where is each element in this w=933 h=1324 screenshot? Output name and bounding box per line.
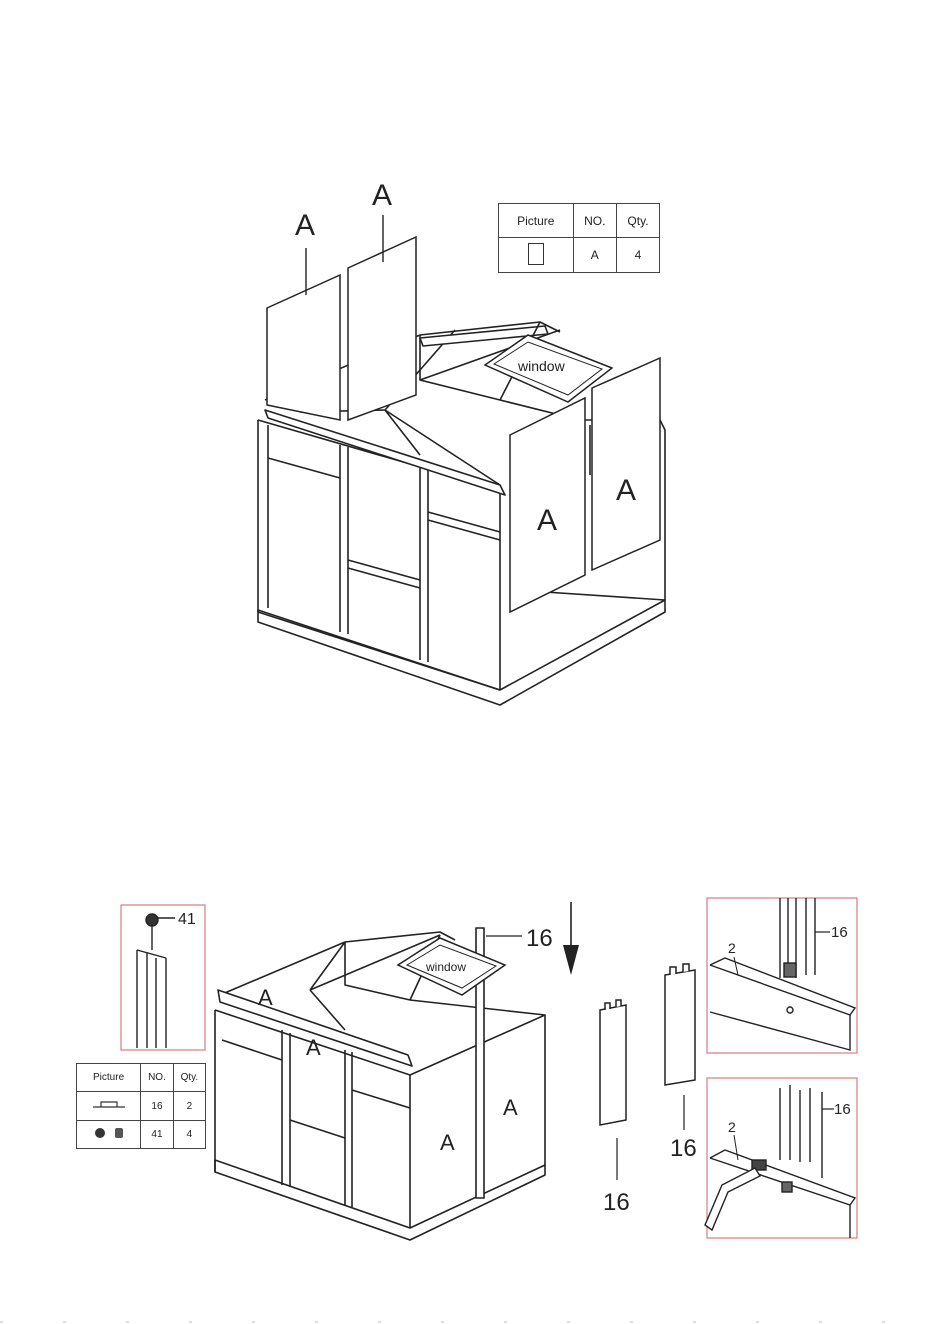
label-a-5: A xyxy=(258,985,273,1010)
label-window-2: window xyxy=(426,960,467,974)
label-a-1: A xyxy=(295,209,316,242)
label-a-3: A xyxy=(537,504,558,537)
label-a-8: A xyxy=(503,1095,518,1120)
parts-table-step2 xyxy=(76,1063,206,1149)
header-no: NO. xyxy=(573,204,616,238)
connector-icon xyxy=(77,1092,141,1121)
part-16-right xyxy=(665,970,695,1085)
panel-a-2 xyxy=(348,237,416,420)
label-2-b: 2 xyxy=(728,1119,736,1135)
panel-icon xyxy=(499,238,574,273)
label-a-7: A xyxy=(440,1130,455,1155)
arrow-down-icon xyxy=(563,902,579,975)
part-no: A xyxy=(573,238,616,273)
part-no: 16 xyxy=(141,1092,174,1121)
label-16-a: 16 xyxy=(526,925,553,952)
label-16-c: 16 xyxy=(670,1135,697,1162)
part-qty: 2 xyxy=(173,1092,205,1121)
header-qty: Qty. xyxy=(616,204,659,238)
label-41: 41 xyxy=(178,911,196,928)
header-picture: Picture xyxy=(77,1064,141,1092)
detail-box-profile-top xyxy=(707,898,857,1053)
label-16-b: 16 xyxy=(603,1189,630,1216)
part-qty: 4 xyxy=(616,238,659,273)
label-window-1: window xyxy=(518,358,565,374)
front-eave-beam xyxy=(265,410,505,495)
header-picture: Picture xyxy=(499,204,574,238)
label-16-e: 16 xyxy=(834,1101,851,1118)
header-qty: Qty. xyxy=(173,1064,205,1092)
label-a-4: A xyxy=(616,474,637,507)
label-a-2: A xyxy=(372,179,393,212)
panel-a-1 xyxy=(267,275,340,420)
header-no: NO. xyxy=(141,1064,174,1092)
label-a-6: A xyxy=(306,1035,321,1060)
part-qty: 4 xyxy=(173,1121,205,1149)
parts-table-step1 xyxy=(498,203,660,273)
label-16-d: 16 xyxy=(831,924,848,941)
part-16-left xyxy=(600,1005,626,1125)
panel-a-4 xyxy=(592,358,660,570)
base-frame xyxy=(258,600,665,705)
part-no: 41 xyxy=(141,1121,174,1149)
label-2-a: 2 xyxy=(728,940,736,956)
bolt-nut-icon xyxy=(77,1121,141,1149)
wrench-icon xyxy=(705,1168,760,1230)
